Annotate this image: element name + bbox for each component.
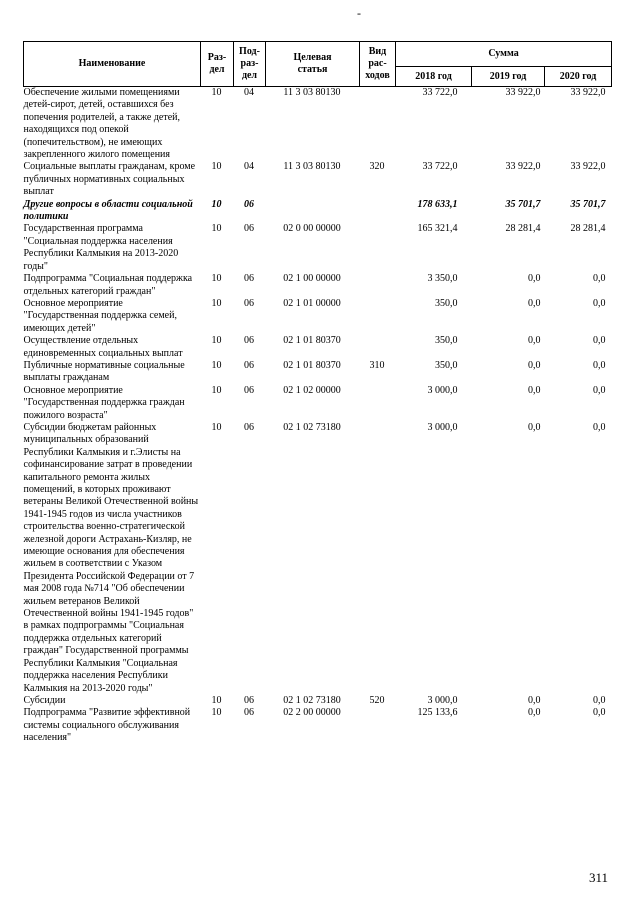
row-name: Осуществление отдельных единовременных социальных выплат: [23, 335, 183, 359]
row-vid-raskhodov: 310: [369, 359, 385, 371]
row-podrazdel: 04: [244, 161, 254, 173]
row-sum-2019: 28 281,4: [505, 223, 541, 235]
row-podrazdel: 06: [244, 297, 254, 309]
row-vid-raskhodov: [360, 335, 396, 360]
table-row: [24, 695, 612, 707]
row-sum-2020: 0,0: [593, 297, 606, 309]
row-vid-raskhodov: [360, 707, 396, 744]
row-tselevaya-statya: 02 1 01 80370: [283, 359, 341, 371]
row-razdel: 10: [211, 707, 222, 719]
row-tselevaya-statya: 02 1 02 73180: [283, 694, 341, 706]
row-vid-raskhodov: [360, 273, 396, 298]
table-row: [24, 360, 612, 385]
row-tselevaya-statya: 02 0 00 00000: [283, 223, 341, 235]
row-sum-2019: 33 922,0: [505, 87, 541, 98]
header-2019: 2019 год: [472, 67, 545, 87]
row-vid-raskhodov: [360, 422, 396, 695]
row-vid-raskhodov: 520: [369, 694, 385, 706]
row-sum-2019: 0,0: [528, 384, 541, 396]
table-row: [24, 335, 612, 360]
row-sum-2018: 350,0: [435, 359, 458, 371]
header-tselevaya-statya: Целевая статья: [266, 42, 360, 87]
row-vid-raskhodov: 320: [369, 161, 385, 173]
row-name: Подпрограмма "Развитие эффективной системы социального обслуживания населения": [23, 707, 191, 744]
row-podrazdel: 04: [244, 87, 254, 98]
row-podrazdel: 06: [244, 273, 254, 285]
row-razdel: 10: [211, 384, 222, 396]
header-name: Наименование: [24, 42, 201, 87]
row-razdel: 10: [211, 359, 222, 371]
row-tselevaya-statya: 02 1 00 00000: [283, 273, 341, 285]
row-sum-2018: 33 722,0: [422, 161, 458, 173]
row-razdel: 10: [211, 161, 222, 173]
row-sum-2018: 3 000,0: [427, 421, 458, 433]
row-tselevaya-statya: 02 1 02 73180: [283, 421, 341, 433]
row-sum-2020: 0,0: [593, 707, 606, 719]
row-sum-2018: 178 633,1: [417, 198, 458, 210]
row-sum-2018: 33 722,0: [422, 87, 458, 98]
row-sum-2019: 0,0: [528, 273, 541, 285]
row-vid-raskhodov: [360, 298, 396, 335]
row-razdel: 10: [211, 223, 222, 235]
row-tselevaya-statya: 02 1 01 00000: [283, 297, 341, 309]
row-sum-2019: 35 701,7: [505, 198, 541, 210]
row-sum-2019: 0,0: [528, 359, 541, 371]
row-razdel: 10: [211, 297, 222, 309]
row-name: Государственная программа "Социальная поддержка населения Республики Калмыкия на 2013-2020 годы": [23, 223, 179, 272]
table-row: [24, 223, 612, 273]
row-podrazdel: 06: [244, 223, 254, 235]
row-podrazdel: 06: [244, 384, 254, 396]
row-tselevaya-statya: 02 1 02 00000: [283, 384, 341, 396]
table-row: [24, 422, 612, 695]
row-podrazdel: 06: [244, 335, 254, 347]
row-sum-2020: 0,0: [593, 694, 606, 706]
row-sum-2019: 0,0: [528, 335, 541, 347]
row-vid-raskhodov: [360, 199, 396, 224]
row-sum-2018: 350,0: [435, 297, 458, 309]
header-summa: Сумма: [396, 42, 612, 67]
row-sum-2020: 0,0: [593, 384, 606, 396]
row-name: Основное мероприятие "Государственная поддержка граждан пожилого возраста": [23, 384, 185, 421]
header-2018: 2018 год: [396, 67, 472, 87]
row-sum-2018: 125 133,6: [417, 707, 458, 719]
table-header: [24, 42, 612, 87]
row-sum-2018: 3 000,0: [427, 694, 458, 706]
row-sum-2019: 33 922,0: [505, 161, 541, 173]
row-sum-2018: 165 321,4: [417, 223, 458, 235]
page-mark: -: [357, 6, 361, 20]
row-name: Социальные выплаты гражданам, кроме публичных нормативных социальных выплат: [23, 161, 196, 198]
row-sum-2020: 0,0: [593, 273, 606, 285]
table-body: [24, 87, 612, 745]
row-tselevaya-statya: 02 1 01 80370: [283, 335, 341, 347]
row-name: Субсидии: [23, 694, 66, 706]
header-podrazdel: Под- раз- дел: [234, 42, 266, 87]
table-row: [24, 298, 612, 335]
row-sum-2020: 33 922,0: [570, 87, 606, 98]
row-sum-2018: 3 350,0: [427, 273, 458, 285]
row-name: Публичные нормативные социальные выплаты гражданам: [23, 359, 185, 384]
row-sum-2019: 0,0: [528, 707, 541, 719]
row-tselevaya-statya: [266, 199, 360, 224]
row-sum-2020: 0,0: [593, 359, 606, 371]
row-name: Обеспечение жилыми помещениями детей-сирот, детей, оставшихся без попечения родителей, а также детей, находящихся под опекой (попечительством), не имеющих закрепленного жилого помещения: [23, 87, 181, 161]
row-vid-raskhodov: [360, 87, 396, 162]
row-podrazdel: 06: [244, 694, 254, 706]
row-tselevaya-statya: 11 3 03 80130: [283, 87, 341, 98]
row-name: Основное мероприятие "Государственная поддержка семей, имеющих детей": [23, 297, 177, 334]
row-podrazdel: 06: [244, 707, 254, 719]
row-razdel: 10: [211, 87, 222, 98]
header-razdel: Раз- дел: [201, 42, 234, 87]
row-sum-2019: 0,0: [528, 694, 541, 706]
row-podrazdel: 06: [244, 359, 254, 371]
row-sum-2019: 0,0: [528, 421, 541, 433]
row-razdel: 10: [211, 421, 222, 433]
row-razdel: 10: [211, 694, 222, 706]
row-razdel: 10: [211, 273, 222, 285]
table-row: [24, 161, 612, 198]
table-row: [24, 385, 612, 422]
row-sum-2020: 33 922,0: [570, 161, 606, 173]
row-podrazdel: 06: [244, 421, 254, 433]
header-2020: 2020 год: [545, 67, 612, 87]
row-razdel: 10: [211, 335, 222, 347]
row-name: Другие вопросы в области социальной политики: [23, 198, 193, 223]
table-row: [24, 707, 612, 744]
row-vid-raskhodov: [360, 385, 396, 422]
row-sum-2020: 35 701,7: [570, 198, 606, 210]
row-sum-2018: 350,0: [435, 335, 458, 347]
table-row: [24, 273, 612, 298]
table-row-section-total: [24, 199, 612, 224]
row-vid-raskhodov: [360, 223, 396, 273]
row-name: Субсидии бюджетам районных муниципальных образований Республики Калмыкия и г.Элисты на софинансирование затрат в проведении капитального ремонта жилых помещений, в которых проживают ветераны Великой Отечественной войны 1941-1945 годов из числа участников строительства военно-стратегической железной дороги Астрахань-Кизляр, не имеющие основания для обеспечения жильем в соответствии с Указом Президента Российской Федерации от 7 мая 2008 года №714 "Об обеспечении жильем ветеранов Великой Отечественной войны 1941-1945 годов" в рамках подпрограммы "Социальная поддержка отдельных категорий граждан" Государственной программы Республики Калмыкия "Социальная поддержка населения Республики Калмыкия на 2013-2020 годы": [23, 421, 199, 694]
row-sum-2020: 28 281,4: [570, 223, 606, 235]
row-name: Подпрограмма "Социальная поддержка отдельных категорий граждан": [23, 273, 193, 297]
row-razdel: 10: [211, 198, 222, 210]
row-sum-2019: 0,0: [528, 297, 541, 309]
page-number: 311: [589, 870, 609, 885]
row-podrazdel: 06: [244, 198, 254, 210]
row-sum-2020: 0,0: [593, 335, 606, 347]
row-sum-2018: 3 000,0: [427, 384, 458, 396]
row-sum-2020: 0,0: [593, 421, 606, 433]
row-tselevaya-statya: 11 3 03 80130: [283, 161, 341, 173]
header-vid-raskhodov: Вид рас- ходов: [360, 42, 396, 87]
budget-table: [23, 41, 612, 745]
row-tselevaya-statya: 02 2 00 00000: [283, 707, 341, 719]
table-row: [24, 87, 612, 162]
